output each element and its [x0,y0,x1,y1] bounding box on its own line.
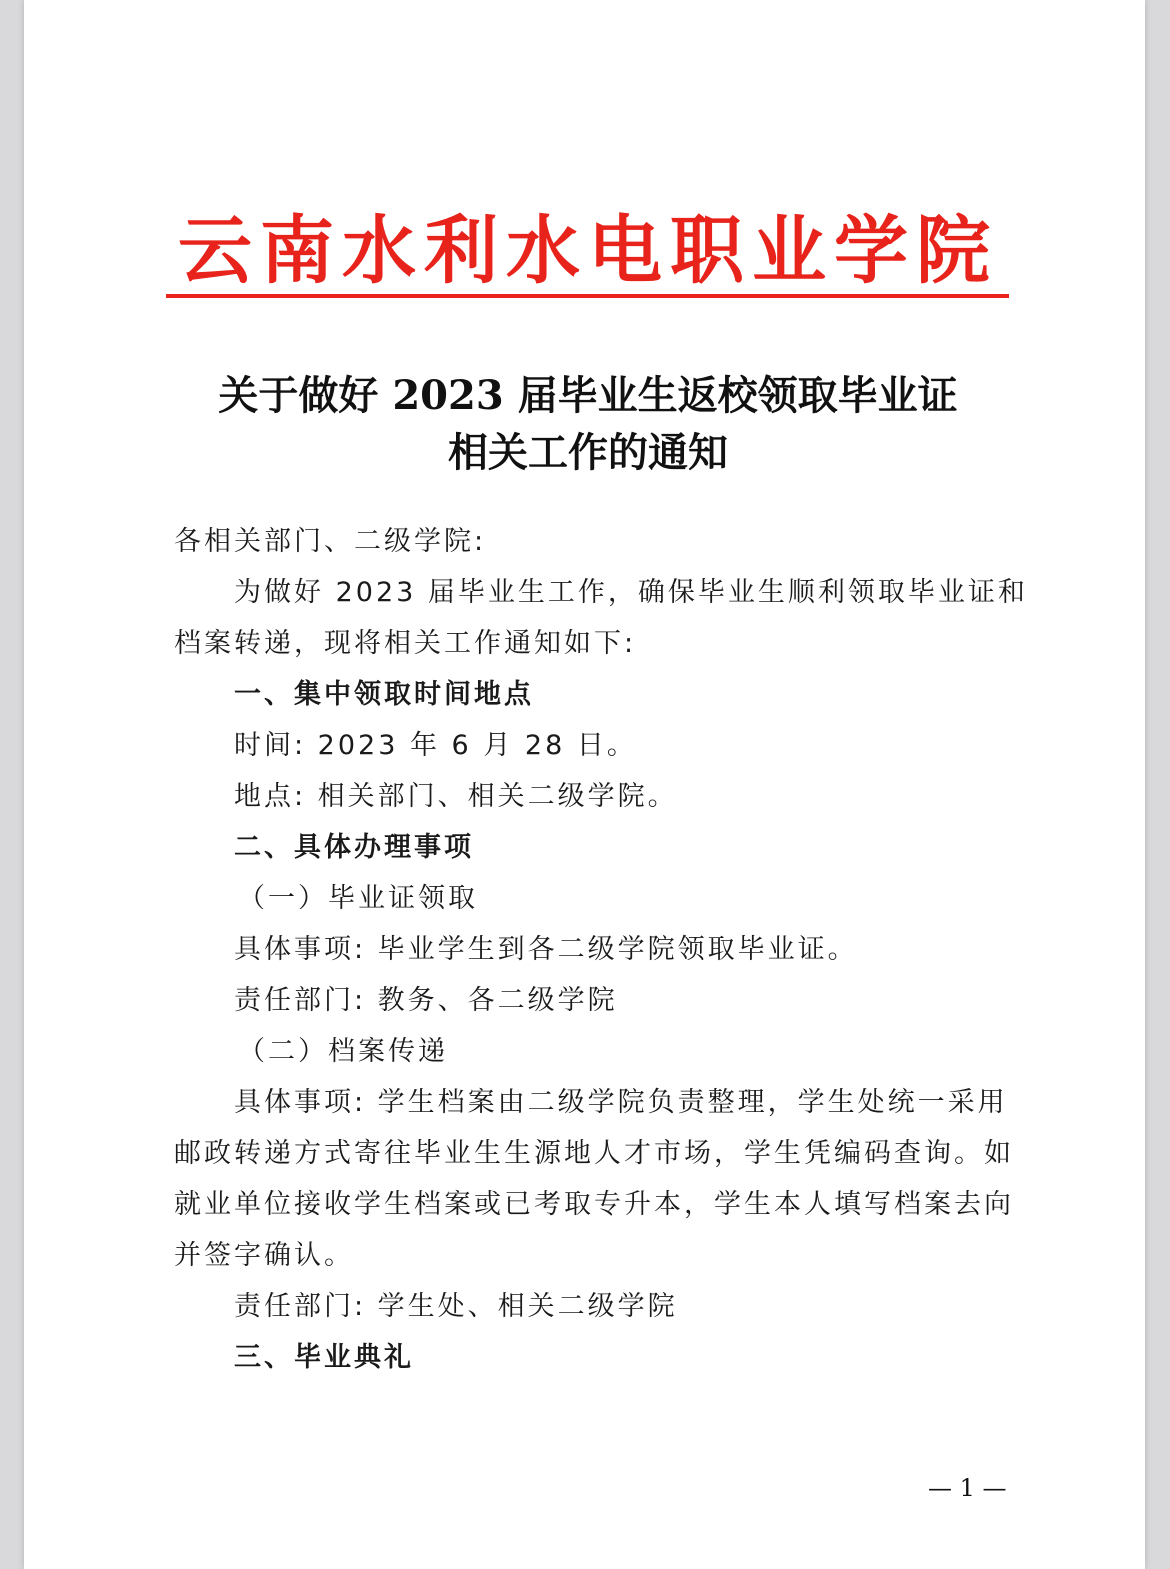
subsection-1-items: 具体事项: 毕业学生到各二级学院领取毕业证。 [234,934,858,965]
subsection-1-department: 责任部门: 教务、各二级学院 [234,985,618,1016]
section-3-heading: 三、毕业典礼 [234,1342,414,1373]
subsection-2-items-line-3: 就业单位接收学生档案或已考取专升本，学生本人填写档案去向 [174,1189,1014,1220]
page-number: — 1 — [928,1474,1007,1502]
section-2-heading: 二、具体办理事项 [234,832,474,863]
subsection-2-department: 责任部门: 学生处、相关二级学院 [234,1291,678,1322]
salutation: 各相关部门、二级学院: [174,526,487,557]
intro-paragraph-line-1: 为做好 2023 届毕业生工作，确保毕业生顺利领取毕业证和 [234,577,1028,608]
institution-masthead: 云南水利水电职业学院 [178,208,998,294]
intro-paragraph-line-2: 档案转递，现将相关工作通知如下: [174,628,637,659]
subsection-1-heading: （一）毕业证领取 [238,883,478,914]
masthead-red-rule [166,294,1009,298]
document-title-line-2: 相关工作的通知 [448,429,728,476]
subsection-2-items-line-1: 具体事项: 学生档案由二级学院负责整理，学生处统一采用 [234,1087,1008,1118]
subsection-2-items-line-2: 邮政转递方式寄往毕业生生源地人才市场，学生凭编码查询。如 [174,1138,1014,1169]
subsection-2-heading: （二）档案传递 [238,1036,448,1067]
section-1-heading: 一、集中领取时间地点 [234,679,534,710]
collection-place: 地点: 相关部门、相关二级学院。 [234,781,678,812]
document-title-line-1: 关于做好 2023 届毕业生返校领取毕业证 [218,372,958,419]
subsection-2-items-line-4: 并签字确认。 [174,1240,354,1271]
collection-time: 时间: 2023 年 6 月 28 日。 [234,730,637,761]
